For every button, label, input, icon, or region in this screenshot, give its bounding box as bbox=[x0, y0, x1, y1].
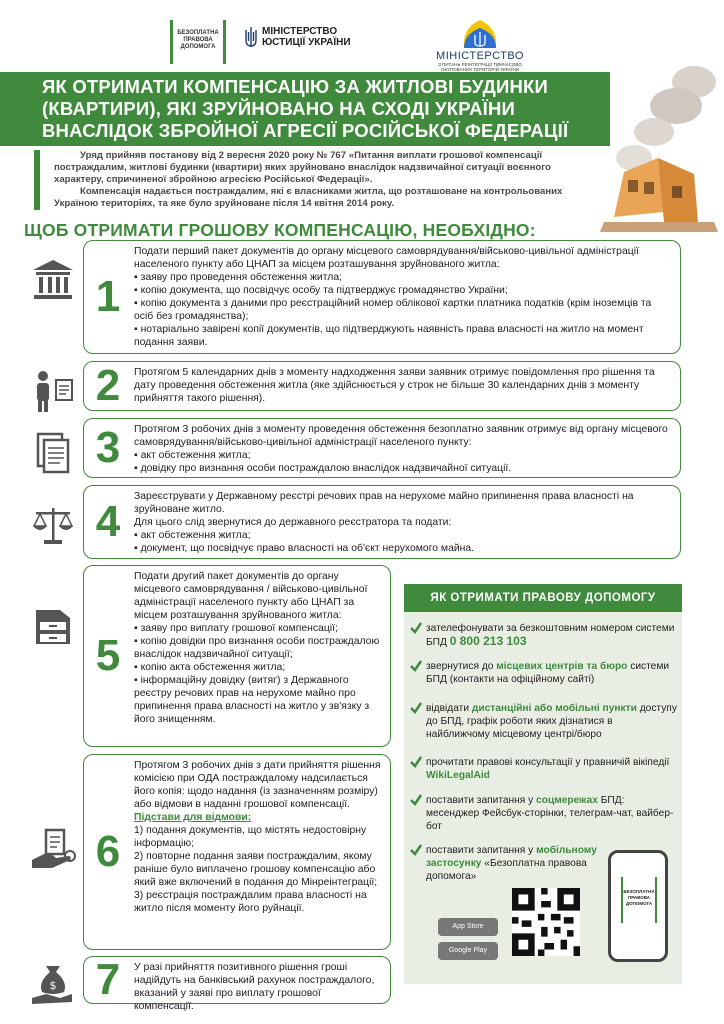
wikilegalaid-link[interactable]: WikiLegalAid bbox=[426, 770, 490, 781]
help-item-phone: зателефонувати за безкоштовним номером системи БПД 0 800 213 103 bbox=[410, 622, 678, 649]
svg-text:$: $ bbox=[49, 979, 57, 992]
reintegration-emblem-icon bbox=[458, 18, 502, 50]
legal-help-heading: ЯК ОТРИМАТИ ПРАВОВУ ДОПОМОГУ bbox=[404, 584, 682, 612]
checkmark-icon bbox=[410, 702, 422, 714]
step-1-text: Подати перший пакет документів до органу місцевого самоврядування/військово-цивільної адміністрації населеного пункту або ЦНАП за місцем розташування зруйнованого житла: ▪ заяву про проведення обстеження житла; ▪ копію документа, що посвідчує особу та підтверджує громадянство України; ▪ копію документа з даними про реєстраційний номер облікової картки платника податків (крім іноземців та осіб без громадянства); ▪ нотаріально завірені копії документів, що підтверджують наявність права власності на житло на момент подання заяви. bbox=[134, 246, 652, 348]
step-3-text: Протягом 3 робочих днів з моменту проведення обстеження безоплатно заявник отримує від органу місцевого самоврядування/військово-цивільної адміністрації населеного пункту: ▪ акт обстеження житла; ▪ довідку про визнання особи постраждалою внаслідок надзвичайної ситуації. bbox=[134, 424, 668, 474]
google-play-button[interactable]: Google Play bbox=[438, 942, 498, 960]
hand-document-icon bbox=[30, 826, 76, 872]
help-item-app: поставити запитання у мобільному застосунку «Безоплатна правова допомога» bbox=[410, 844, 600, 883]
phone-illustration bbox=[608, 850, 668, 962]
step-2: 2 Протягом 5 календарних днів з моменту надходження заяви заявник отримує повідомлення про рішення та дату проведення обстеження житла (яке здійснюється у строк не більше 30 календарних днів з моменту прийняття такого рішення). bbox=[83, 361, 681, 411]
phone-app-logo: БЕЗОПЛАТНА ПРАВОВА ДОПОМОГА bbox=[621, 877, 657, 923]
person-receiving-document-icon bbox=[30, 368, 76, 414]
step-5-text: Подати другий пакет документів до органу місцевого самоврядування / військово-цивільної адміністрації населеного пункту або ЦНАП за місцем розташування зруйнованого житла: ▪ заяву про виплату грошової компенсації; ▪ копію довідки про визнання особи постраждалою внаслідок надзвичайної ситуації; ▪ копію акта обстеження житла; ▪ інформаційну довідку (витяг) з Державного реєстру речових прав на нерухоме майно про припинення права власності на житло у зв'язку з його знищенням. bbox=[134, 571, 380, 725]
step-7: 7 У разі прийняття позитивного рішення гроші надійдуть на банківський рахунок постраждалого, вказаний у заяві про виплату грошової компенсації. bbox=[83, 956, 391, 1004]
mobile-points-link[interactable]: дистанційні або мобільні пункти bbox=[471, 703, 637, 714]
help-item-mobile-points: відвідати дистанційні або мобільні пункти доступу до БПД, графік роботи яких дізнатися в найближчому місцевому центрі/бюро bbox=[410, 702, 678, 741]
local-centers-link[interactable]: місцевих центрів та бюро bbox=[496, 661, 628, 672]
scales-of-justice-icon bbox=[30, 502, 76, 548]
step-6-text: Протягом 3 робочих днів з дати прийняття рішення комісією при ОДА постраждалому надсилається його копія: щодо надання (із зазначенням розміру) або відмови в наданні грошової компенсації. Підстави для відмови: 1) подання документів, що містять недостовірну інформацію; 2) повторне подання заяви постраждалим, якому раніше було виплачено грошову компенсацію або який вже включений в подання до Мінреінтеграції; 3) реєстрація постраждалим права власності на житло після моменту його руйнації. bbox=[134, 760, 381, 914]
title-band bbox=[0, 72, 610, 146]
intro-text: Уряд прийняв постанову від 2 вересня 2020 року № 767 «Питання виплати грошової компенсації постраждалим, житлові будинки (квартири) яких зруйновано внаслідок надзвичайної ситуації воєнного характеру, спричиненої збройною агресією Російської Федерації». Компенсація надається постраждалим, які є власниками житла, що розташоване на контрольованих Україною територіях, та яке було зруйноване після 14 квітня 2014 року. bbox=[34, 150, 594, 210]
checkmark-icon bbox=[410, 622, 422, 634]
step-1: 1 Подати перший пакет документів до органу місцевого самоврядування/військово-цивільної адміністрації населеного пункту або ЦНАП за місцем розташування зруйнованого житла: ▪ заяву про проведення обстеження житла; ▪ копію документа, що посвідчує особу та підтверджує громадянство України; ▪ копію документа з даними про реєстраційний номер облікової картки платника податків (крім іноземців та осіб без громадянства); ▪ нотаріально завірені копії документів, що підтверджують наявність права власності на житло на момент подання заяви. bbox=[83, 240, 681, 354]
ruined-building-illustration bbox=[594, 62, 724, 232]
qr-code[interactable] bbox=[512, 888, 580, 956]
ministry-reintegration-logo: МІНІСТЕРСТВО З ПИТАНЬ РЕІНТЕГРАЦІЇ ТИМЧАСОВО ОКУПОВАНИХ ТЕРИТОРІЙ УКРАЇНИ bbox=[430, 18, 530, 72]
building-columns-icon bbox=[30, 256, 76, 302]
checkmark-icon bbox=[410, 756, 422, 768]
app-store-button[interactable]: App Store bbox=[438, 918, 498, 936]
step-2-text: Протягом 5 календарних днів з моменту надходження заяви заявник отримує повідомлення про рішення та дату проведення обстеження житла (яке здійснюється у строк не більше 30 календарних днів з моменту прийняття такого рішення). bbox=[134, 367, 655, 404]
checkmark-icon bbox=[410, 844, 422, 856]
checkmark-icon bbox=[410, 660, 422, 672]
filing-cabinet-icon bbox=[30, 604, 76, 650]
page-title: ЯК ОТРИМАТИ КОМПЕНСАЦІЮ ЗА ЖИТЛОВІ БУДИНКИ (КВАРТИРИ), ЯКІ ЗРУЙНОВАНО НА СХОДІ УКРАЇНИ ВНАСЛІДОК ЗБРОЙНОЇ АГРЕСІЇ РОСІЙСЬКОЇ ФЕДЕРАЦІЇ bbox=[42, 76, 569, 141]
step-3: 3 Протягом 3 робочих днів з моменту проведення обстеження безоплатно заявник отримує від органу місцевого самоврядування/військово-цивільної адміністрації населеного пункту: ▪ акт обстеження житла; ▪ довідку про визнання особи постраждалою внаслідок надзвичайної ситуації. bbox=[83, 418, 681, 478]
documents-icon bbox=[30, 430, 76, 476]
checkmark-icon bbox=[410, 794, 422, 806]
step-6: 6 Протягом 3 робочих днів з дати прийняття рішення комісією при ОДА постраждалому надсилається його копія: щодо надання (із зазначенням розміру) або відмови в наданні грошової компенсації. Підстави для відмови: 1) подання документів, що містять недостовірну інформацію; 2) повторне подання заяви постраждалим, якому раніше було виплачено грошову компенсацію або який вже включений в подання до Мінреінтеграції; 3) реєстрація постраждалим права власності на житло після моменту його руйнації. bbox=[83, 754, 391, 950]
step-4: 4 Зареєструвати у Державному реєстрі речових прав на нерухоме майно припинення права власності на зруйноване житло. Для цього слід звернутися до державного реєстратора та подати: ▪ акт обстеження житла; ▪ документ, що посвідчує право власності на об'єкт нерухомого майна. bbox=[83, 485, 681, 559]
help-item-centers: звернутися до місцевих центрів та бюро системи БПД (контакти на офіційному сайті) bbox=[410, 660, 678, 686]
step-7-text: У разі прийняття позитивного рішення гроші надійдуть на банківський рахунок постраждалого, вказаний у заяві про виплату грошової компенсації. bbox=[134, 962, 375, 1012]
step-5: 5 Подати другий пакет документів до органу місцевого самоврядування / військово-цивільної адміністрації населеного пункту або ЦНАП за місцем розташування зруйнованого житла: ▪ заяву про виплату грошової компенсації; ▪ копію довідки про визнання особи постраждалою внаслідок надзвичайної ситуації; ▪ копію акта обстеження житла; ▪ інформаційну довідку (витяг) з Державного реєстру речових прав на нерухоме майно про припинення права власності на житло у зв'язку з його знищенням. bbox=[83, 565, 391, 747]
social-media-link[interactable]: соцмережах bbox=[536, 795, 598, 806]
help-item-social: поставити запитання у соцмережах БПД: месенджер Фейсбук-сторінки, телеграм-чат, вайбер-бот bbox=[410, 794, 678, 833]
mobile-app-link[interactable]: мобільному застосунку bbox=[426, 845, 597, 869]
steps-heading: ЩОБ ОТРИМАТИ ГРОШОВУ КОМПЕНСАЦІЮ, НЕОБХІДНО: bbox=[24, 220, 536, 240]
ministry-justice-logo: МІНІСТЕРСТВО ЮСТИЦІЇ УКРАЇНИ bbox=[244, 26, 351, 48]
money-bag-hand-icon bbox=[30, 960, 76, 1006]
bpd-logo: БЕЗОПЛАТНА ПРАВОВА ДОПОМОГА bbox=[170, 20, 226, 64]
help-item-wiki: прочитати правові консультації у правничій вікіпедії WikiLegalAid bbox=[410, 756, 678, 782]
bpd-phone-number[interactable]: 0 800 213 103 bbox=[449, 634, 527, 648]
step-4-text: Зареєструвати у Державному реєстрі речових прав на нерухоме майно припинення права власності на зруйноване житло. Для цього слід звернутися до державного реєстратора та подати: ▪ акт обстеження житла; ▪ документ, що посвідчує право власності на об'єкт нерухомого майна. bbox=[134, 491, 634, 554]
trident-icon bbox=[244, 26, 258, 48]
